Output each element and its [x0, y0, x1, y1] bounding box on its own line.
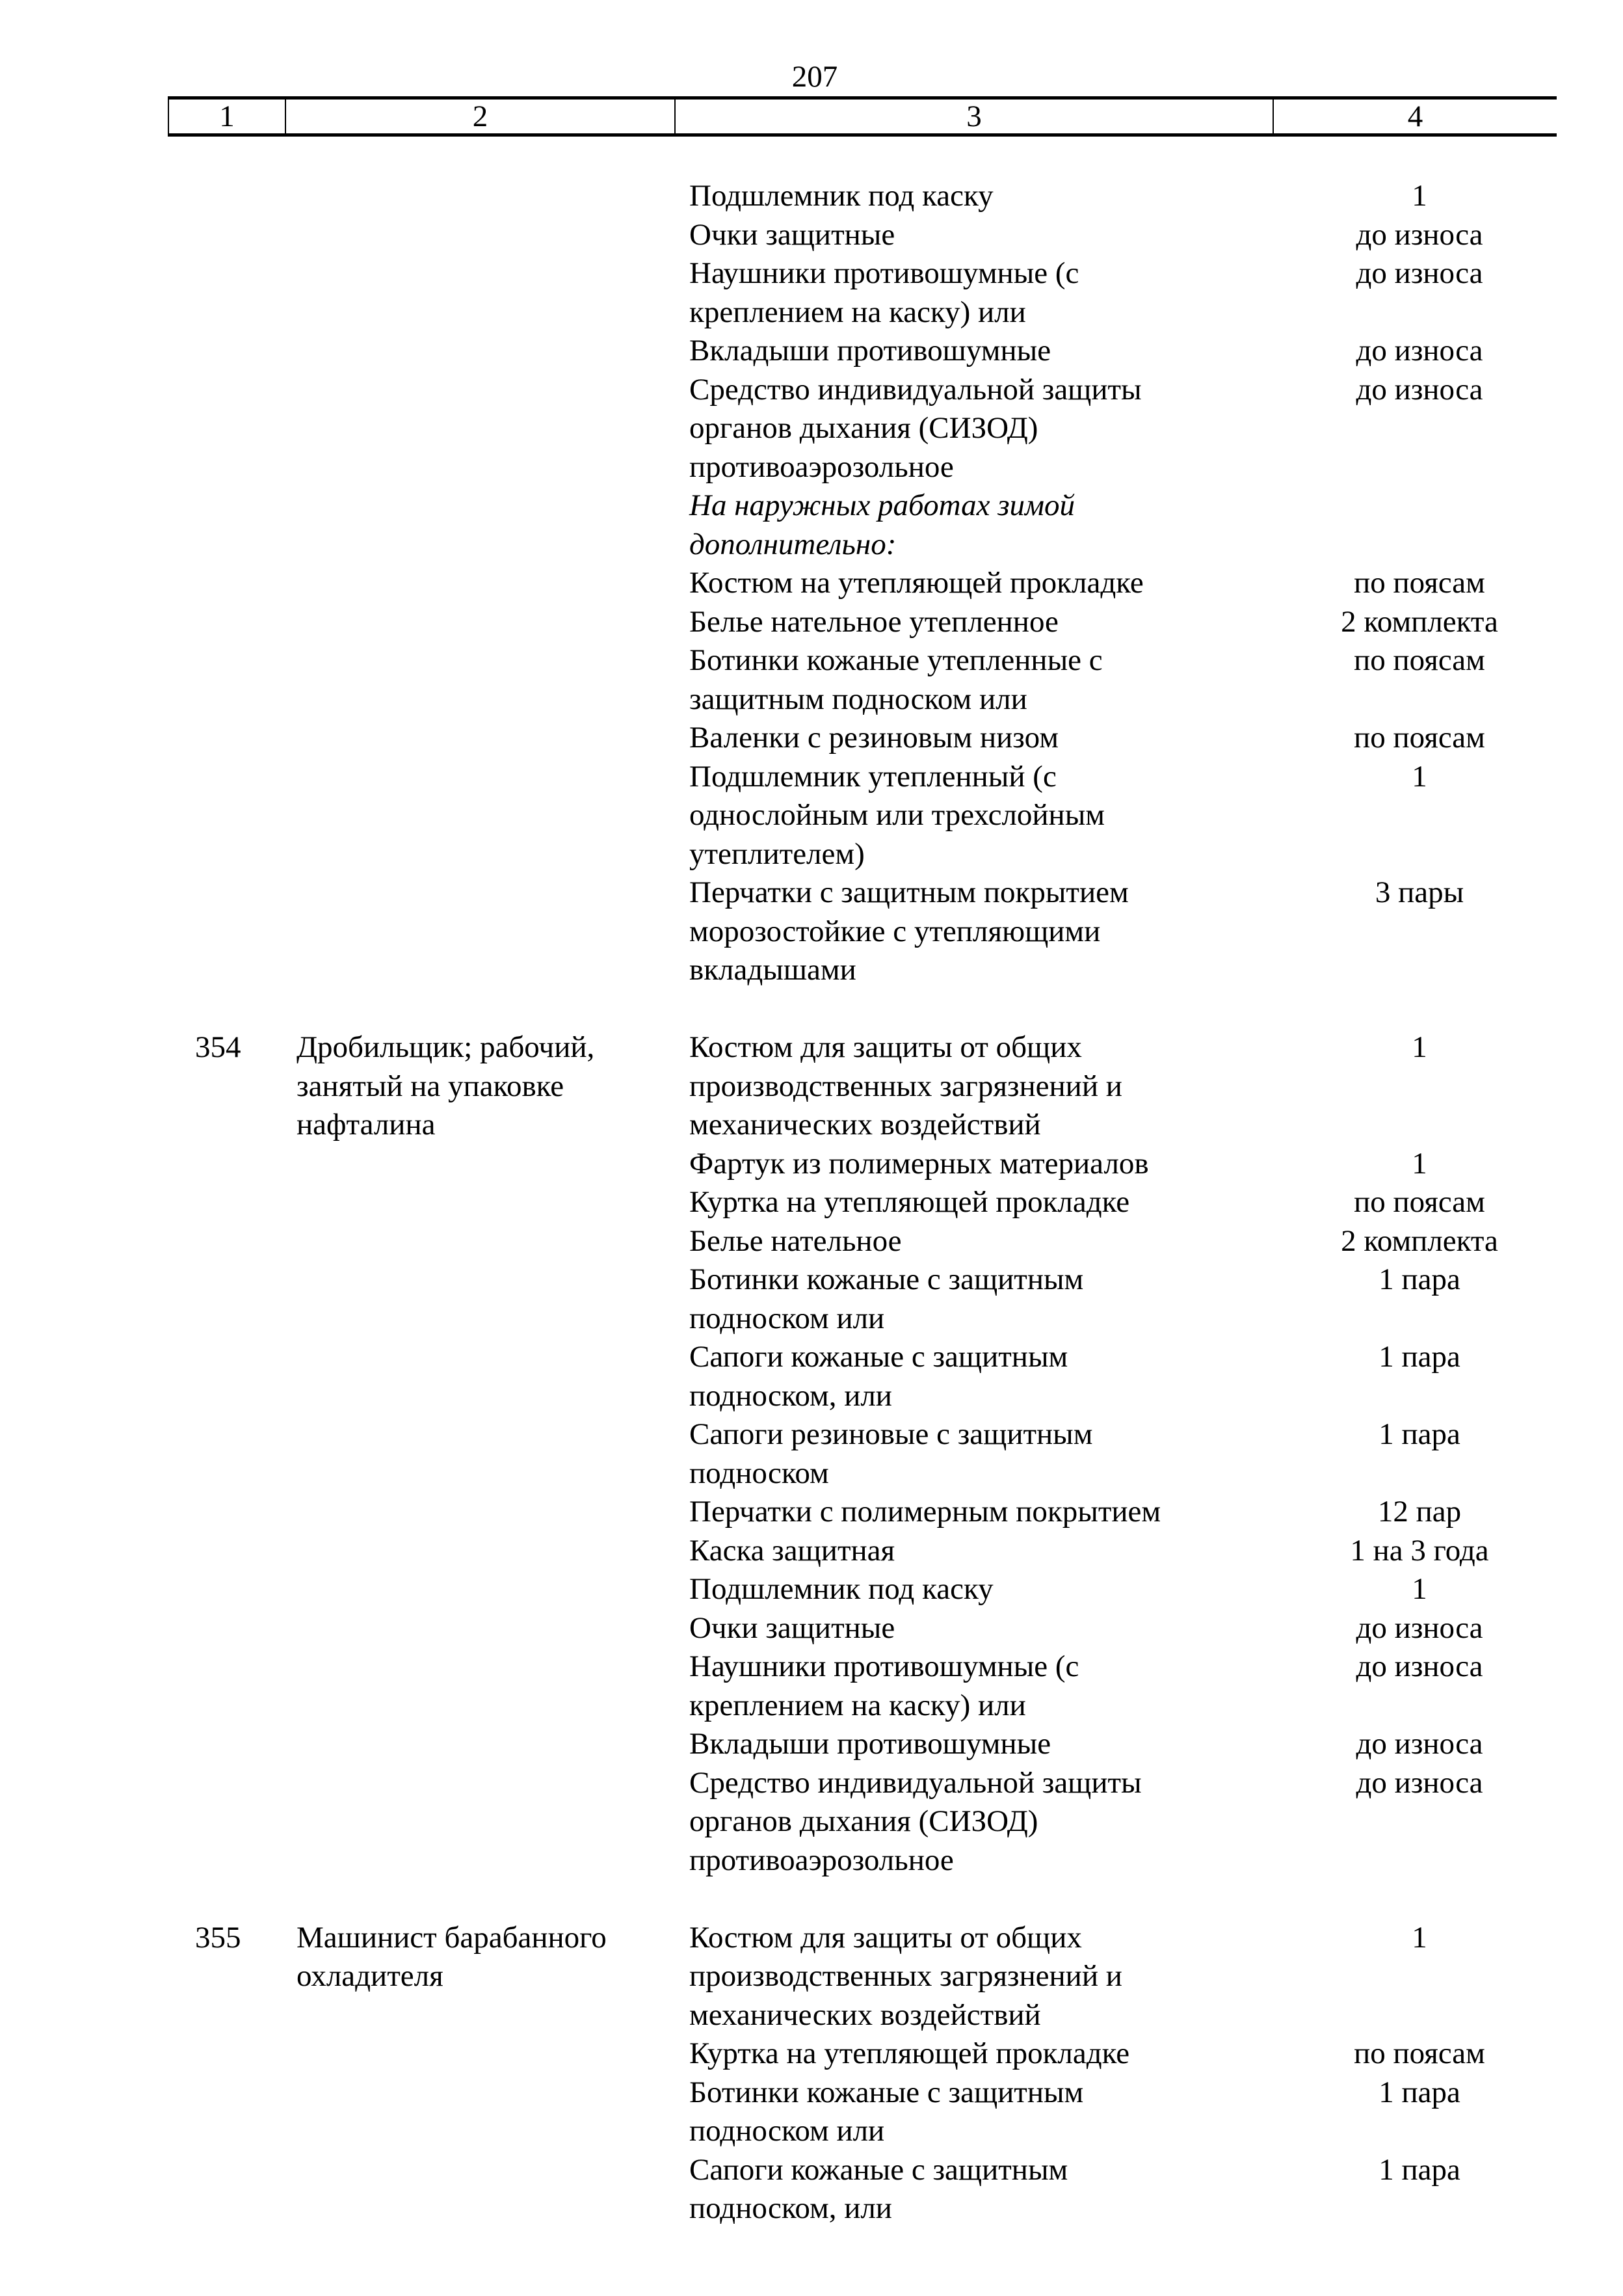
item-quantity: 1 пара — [1379, 1340, 1460, 1374]
table-row — [0, 1145, 1623, 1184]
item-name-line: Костюм для защиты от общих — [689, 1030, 1082, 1064]
item-name — [689, 1570, 1261, 1609]
profession-name-line: Машинист барабанного — [297, 1920, 607, 1955]
table-row — [0, 1532, 1623, 1571]
item-name-line: Средство индивидуальной защиты — [689, 1765, 1142, 1800]
item-name-line: Перчатки с полимерным покрытием — [689, 1495, 1161, 1528]
table-row — [0, 1338, 1623, 1415]
item-quantity: по поясам — [1354, 721, 1485, 754]
item-name — [689, 254, 1261, 332]
table-row — [0, 1028, 1623, 1145]
profession-name-line: нафталина — [297, 1108, 436, 1141]
table-section — [0, 1028, 1623, 1880]
table-row — [0, 2151, 1623, 2228]
item-name-line: Костюм на утепляющей прокладке — [689, 566, 1144, 600]
item-quantity: до износа — [1356, 1727, 1483, 1761]
table-row — [0, 332, 1623, 371]
item-name-line: Куртка на утепляющей прокладке — [689, 1185, 1130, 1219]
item-name — [689, 1764, 1261, 1880]
table-row — [0, 1261, 1623, 1338]
column-header-3: 3 — [674, 100, 1273, 133]
item-name — [689, 1028, 1261, 1145]
row-number: 354 — [195, 1030, 241, 1064]
table-row — [0, 254, 1623, 332]
item-name — [689, 371, 1261, 487]
profession-name — [297, 1028, 594, 1145]
table-row — [0, 2074, 1623, 2151]
item-quantity: по поясам — [1354, 566, 1485, 600]
item-name-line: Ботинки кожаные с защитным — [689, 1262, 1084, 1296]
item-name-line: подноском, или — [689, 1378, 892, 1413]
table-row — [0, 641, 1623, 719]
item-name-line: Подшлемник утепленный (с — [689, 759, 1057, 794]
item-name-line: подноском, или — [689, 2191, 892, 2225]
item-quantity: 1 пара — [1379, 1262, 1460, 1296]
table-row — [0, 1725, 1623, 1764]
item-name — [689, 1725, 1261, 1764]
item-name — [689, 1532, 1261, 1571]
table-row — [0, 874, 1623, 990]
table-row — [0, 1415, 1623, 1493]
item-name-line: Куртка на утепляющей прокладке — [689, 2036, 1130, 2070]
table-row — [0, 719, 1623, 758]
item-name — [689, 1648, 1261, 1725]
table-row — [0, 1919, 1623, 2035]
item-name — [689, 2035, 1261, 2074]
table-row — [0, 177, 1623, 216]
column-header-4: 4 — [1273, 100, 1557, 133]
item-name — [689, 2074, 1261, 2151]
column-header-2: 2 — [285, 100, 674, 133]
item-name-line: Очки защитные — [689, 1610, 895, 1645]
table-row — [0, 758, 1623, 874]
item-name — [689, 1415, 1261, 1493]
item-name — [689, 1145, 1261, 1184]
item-name — [689, 564, 1261, 603]
item-name-line: Вкладыши противошумные — [689, 334, 1051, 367]
table-row — [0, 487, 1623, 564]
table-row — [0, 603, 1623, 642]
item-name — [689, 1183, 1261, 1222]
item-name-line: Сапоги кожаные с защитным — [689, 1340, 1068, 1374]
table-row — [0, 564, 1623, 603]
item-quantity: 2 комплекта — [1341, 604, 1498, 639]
item-name-line: креплением на каску) или — [689, 1688, 1026, 1722]
item-name-line: Вкладыши противошумные — [689, 1727, 1051, 1761]
item-name — [689, 177, 1261, 216]
item-name-line: Подшлемник под каску — [689, 179, 994, 213]
item-name — [689, 1261, 1261, 1338]
item-name — [689, 719, 1261, 758]
item-name-line: морозостойкие с утепляющими — [689, 914, 1101, 948]
item-quantity: 1 пара — [1379, 2152, 1460, 2187]
item-name — [689, 1609, 1261, 1648]
item-name — [689, 332, 1261, 371]
table-row — [0, 1764, 1623, 1880]
item-name — [689, 1919, 1261, 2035]
table-row — [0, 1609, 1623, 1648]
item-name-line: защитным подноском или — [689, 682, 1027, 716]
item-quantity: 1 на 3 года — [1350, 1533, 1489, 1568]
table-row — [0, 1570, 1623, 1609]
profession-name-line: занятый на упаковке — [297, 1069, 564, 1103]
item-name-line: Очки защитные — [689, 217, 895, 252]
item-name — [689, 2151, 1261, 2228]
item-quantity: до износа — [1356, 1610, 1483, 1645]
item-name-line: органов дыхания (СИЗОД) — [689, 1804, 1038, 1838]
profession-name-line: охладителя — [297, 1959, 443, 1993]
item-quantity: по поясам — [1354, 1185, 1485, 1219]
item-quantity: по поясам — [1354, 2036, 1485, 2070]
item-name-line: подноском или — [689, 2114, 885, 2148]
item-name-line: На наружных работах зимой — [689, 488, 1075, 522]
item-quantity: до износа — [1356, 217, 1483, 252]
item-name — [689, 1222, 1261, 1261]
item-name-line: Валенки с резиновым низом — [689, 721, 1059, 754]
table-row — [0, 371, 1623, 487]
item-name-line: Средство индивидуальной защиты — [689, 372, 1142, 407]
table-row — [0, 216, 1623, 255]
item-name-line: Ботинки кожаные утепленные с — [689, 643, 1103, 677]
profession-name — [297, 1919, 607, 1996]
item-quantity: до износа — [1356, 334, 1483, 367]
item-name-line: Костюм для защиты от общих — [689, 1920, 1082, 1955]
row-number: 355 — [195, 1920, 241, 1955]
item-name-line: Белье нательное утепленное — [689, 604, 1059, 639]
item-name — [689, 1493, 1261, 1532]
item-name-line: Белье нательное — [689, 1223, 902, 1258]
item-quantity: до износа — [1356, 372, 1483, 407]
item-quantity: 2 комплекта — [1341, 1223, 1498, 1258]
item-name-line: органов дыхания (СИЗОД) — [689, 411, 1038, 445]
item-name — [689, 1338, 1261, 1415]
table-row — [0, 1222, 1623, 1261]
item-quantity: 3 пары — [1375, 875, 1464, 909]
item-name — [689, 641, 1261, 719]
item-name — [689, 216, 1261, 255]
item-name — [689, 603, 1261, 642]
item-name-line: противоаэрозольное — [689, 449, 954, 484]
item-name-line: Наушники противошумные (с — [689, 256, 1079, 290]
item-name-line: противоаэрозольное — [689, 1843, 954, 1877]
item-quantity — [1274, 487, 1564, 526]
item-name-line: вкладышами — [689, 953, 856, 987]
item-name-line: дополнительно: — [689, 527, 897, 561]
column-header-row — [168, 96, 1557, 137]
table-row — [0, 2035, 1623, 2074]
item-name-line: Перчатки с защитным покрытием — [689, 875, 1129, 909]
column-header-1: 1 — [168, 100, 285, 133]
item-quantity: 1 — [1412, 1146, 1427, 1181]
item-name-line: производственных загрязнений и — [689, 1959, 1122, 1993]
item-name-line: механических воздействий — [689, 1997, 1041, 2032]
item-name-line: Наушники противошумные (с — [689, 1649, 1079, 1683]
item-name-line: подноском или — [689, 1301, 885, 1335]
item-quantity: до износа — [1356, 1765, 1483, 1800]
item-name-line: механических воздействий — [689, 1108, 1041, 1141]
item-name — [689, 758, 1261, 874]
item-quantity: 1 — [1412, 179, 1427, 213]
item-name-line: Каска защитная — [689, 1533, 895, 1568]
item-quantity: до износа — [1356, 256, 1483, 290]
item-quantity: по поясам — [1354, 643, 1485, 677]
profession-name-line: Дробильщик; рабочий, — [297, 1030, 595, 1064]
item-quantity: 1 пара — [1379, 2075, 1460, 2109]
table-row — [0, 1183, 1623, 1222]
item-name-line: Сапоги резиновые с защитным — [689, 1417, 1093, 1451]
table-section — [0, 177, 1623, 990]
item-name-line: однослойным или трехслойным — [689, 798, 1105, 832]
item-name — [689, 874, 1261, 990]
item-name-line: подноском — [689, 1456, 829, 1490]
item-quantity: 1 — [1412, 1920, 1427, 1955]
table-row — [0, 1648, 1623, 1725]
item-name-line: Сапоги кожаные с защитным — [689, 2152, 1068, 2187]
table-row — [0, 1493, 1623, 1532]
item-quantity: 1 пара — [1379, 1417, 1460, 1451]
page-number: 207 — [791, 60, 838, 94]
item-quantity: 1 — [1412, 759, 1427, 794]
item-name — [689, 487, 1261, 564]
item-quantity: 1 — [1412, 1572, 1427, 1606]
item-name-line: утеплителем) — [689, 836, 865, 871]
item-quantity: 12 пар — [1377, 1495, 1462, 1528]
item-name-line: Ботинки кожаные с защитным — [689, 2075, 1084, 2109]
table-section — [0, 1919, 1623, 2228]
item-name-line: креплением на каску) или — [689, 295, 1026, 329]
table-body — [0, 177, 1623, 2228]
item-quantity: 1 — [1412, 1030, 1427, 1064]
item-name-line: Фартук из полимерных материалов — [689, 1146, 1149, 1181]
item-quantity: до износа — [1356, 1649, 1483, 1683]
item-name-line: Подшлемник под каску — [689, 1572, 994, 1606]
item-name-line: производственных загрязнений и — [689, 1069, 1122, 1103]
